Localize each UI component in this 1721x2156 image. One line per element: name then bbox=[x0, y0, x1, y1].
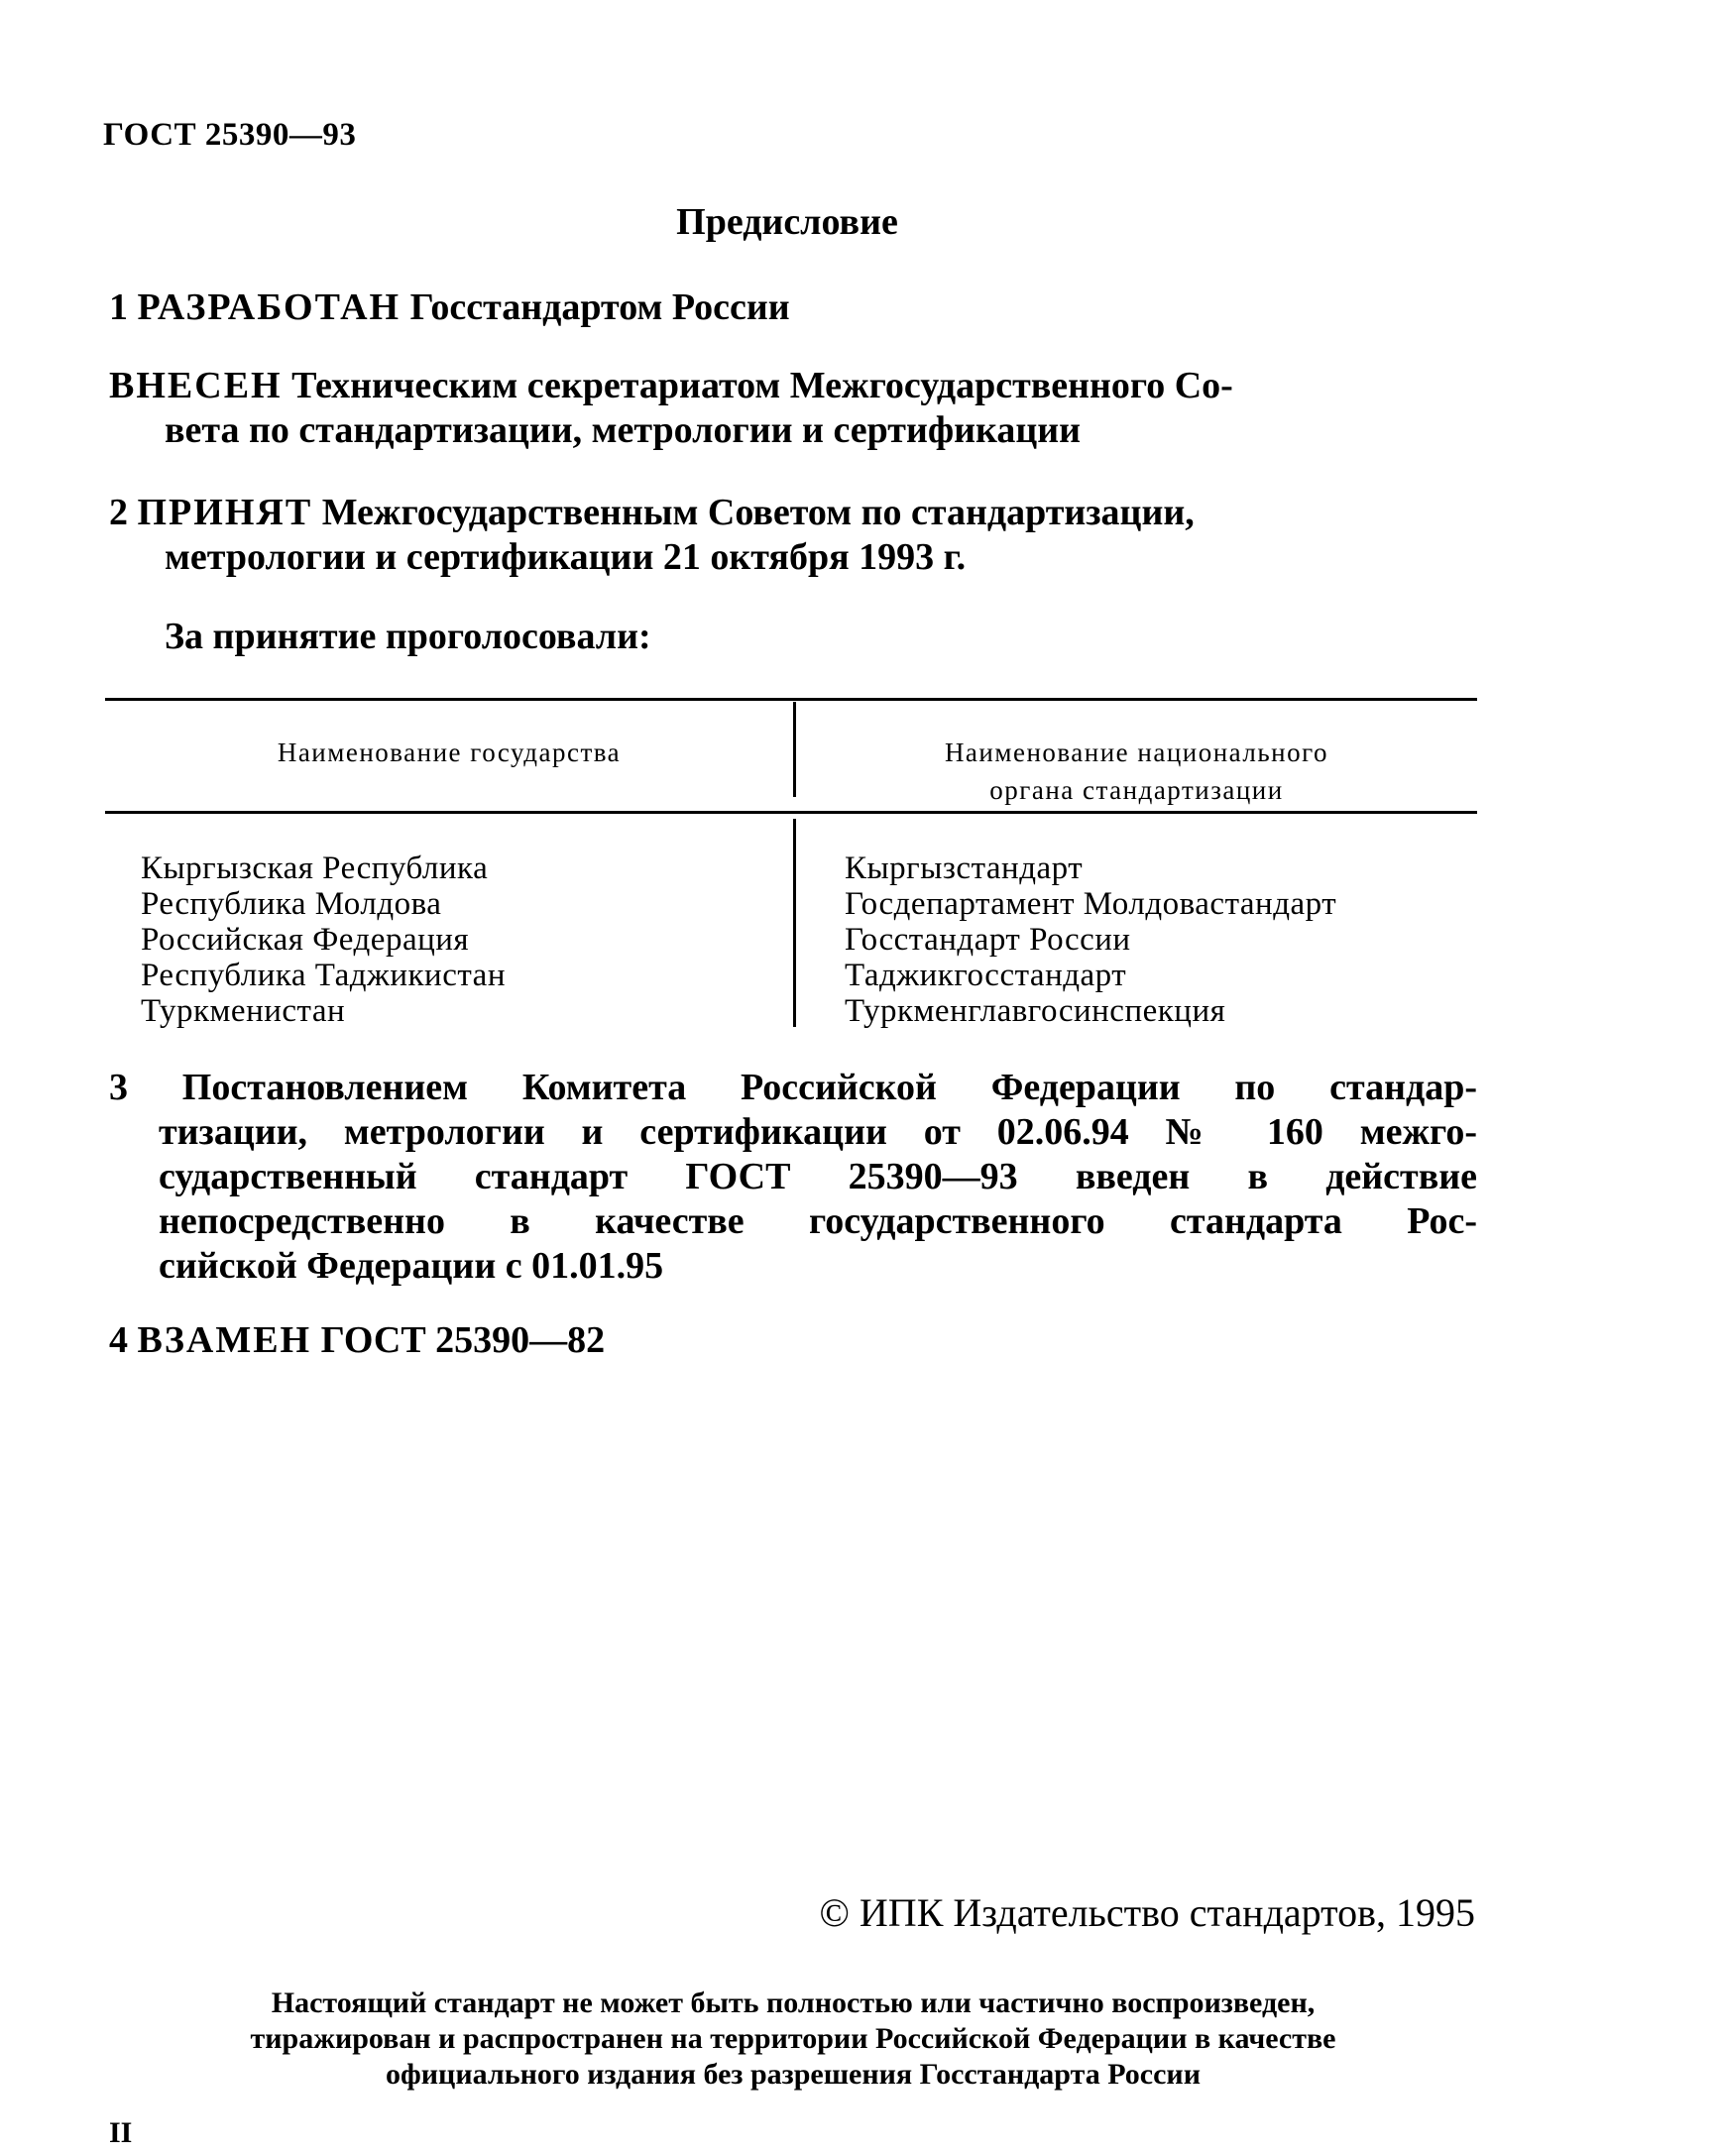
item-adopted bbox=[109, 491, 1195, 580]
table-header-rule bbox=[105, 811, 1477, 814]
item-replaces bbox=[109, 1318, 605, 1363]
table-row bbox=[141, 851, 506, 1029]
reproduction-notice bbox=[0, 1986, 1586, 2093]
table-header-state: Наименование государства bbox=[277, 738, 622, 767]
item-text: Госстандартом России bbox=[409, 286, 790, 328]
item-keyword: ПРИНЯТ bbox=[137, 492, 313, 533]
item-text-line5: сийской Федерации с 01.01.95 bbox=[159, 1245, 664, 1287]
table-header-body bbox=[796, 734, 1477, 809]
page-title: Предисловие bbox=[676, 201, 898, 243]
table-top-rule bbox=[105, 698, 1477, 701]
notice-line2: тиражирован и распространен на территории Российской Федерации в качестве bbox=[250, 2022, 1336, 2055]
item-text-line2: метрологии и сертификации 21 октября 1993 г. bbox=[165, 536, 967, 578]
table-cell-body: Таджикгосстандарт bbox=[845, 958, 1127, 993]
table-cell-state: Республика Молдова bbox=[141, 886, 442, 922]
item-developed bbox=[109, 285, 790, 330]
item-text-line3: сударственный стандарт ГОСТ 25390—93 введен в действие bbox=[159, 1156, 1477, 1197]
page-number: II bbox=[109, 2116, 133, 2149]
copyright-line: © ИПК Издательство стандартов, 1995 bbox=[819, 1890, 1475, 1935]
table-header-body-line1: Наименование национального bbox=[944, 738, 1329, 767]
item-number: 2 bbox=[109, 492, 128, 533]
table-body-divider bbox=[793, 819, 796, 1027]
item-number: 4 bbox=[109, 1319, 128, 1361]
item-text-line1: 3 Постановлением Комитета Российской Федерации по стандар- bbox=[109, 1067, 1477, 1108]
table-cell-body: Госдепартамент Молдовастандарт bbox=[845, 886, 1337, 922]
document-code: ГОСТ 25390—93 bbox=[103, 117, 357, 153]
table-cell-state: Туркменистан bbox=[141, 993, 346, 1029]
item-keyword: ВЗАМЕН bbox=[137, 1319, 312, 1361]
table-cell-state: Республика Таджикистан bbox=[141, 958, 506, 993]
voted-for-heading: За принятие проголосовали: bbox=[165, 616, 651, 657]
item-text-line2: вета по стандартизации, метрологии и сертификации bbox=[165, 409, 1082, 451]
item-number: 1 bbox=[109, 286, 128, 328]
item-text-line1: Техническим секретариатом Межгосударственного Со- bbox=[291, 365, 1233, 406]
table-cell-body: Кыргызстандарт bbox=[845, 851, 1084, 886]
item-keyword: ВНЕСЕН bbox=[109, 365, 283, 406]
table-header-body-line2: органа стандартизации bbox=[989, 775, 1284, 805]
item-keyword: РАЗРАБОТАН bbox=[137, 286, 402, 328]
item-text-line1: Межгосударственным Советом по стандартизации, bbox=[321, 492, 1195, 533]
table-row bbox=[845, 851, 1336, 1029]
item-enacted bbox=[109, 1066, 1477, 1289]
item-text: ГОСТ 25390—82 bbox=[320, 1319, 606, 1361]
notice-line3: официального издания без разрешения Госстандарта России bbox=[386, 2058, 1201, 2091]
table-cell-body: Госстандарт России bbox=[845, 922, 1131, 958]
notice-line1: Настоящий стандарт не может быть полностью или частично воспроизведен, bbox=[271, 1986, 1316, 2019]
table-cell-state: Кыргызская Республика bbox=[141, 851, 489, 886]
item-introduced bbox=[109, 364, 1477, 453]
table-cell-state: Российская Федерация bbox=[141, 922, 470, 958]
item-text-line2: тизации, метрологии и сертификации от 02.06.94 № 160 межго- bbox=[159, 1111, 1477, 1153]
table-cell-body: Туркменглавгосинспекция bbox=[845, 993, 1226, 1029]
item-text-line4: непосредственно в качестве государственного стандарта Рос- bbox=[159, 1200, 1477, 1242]
